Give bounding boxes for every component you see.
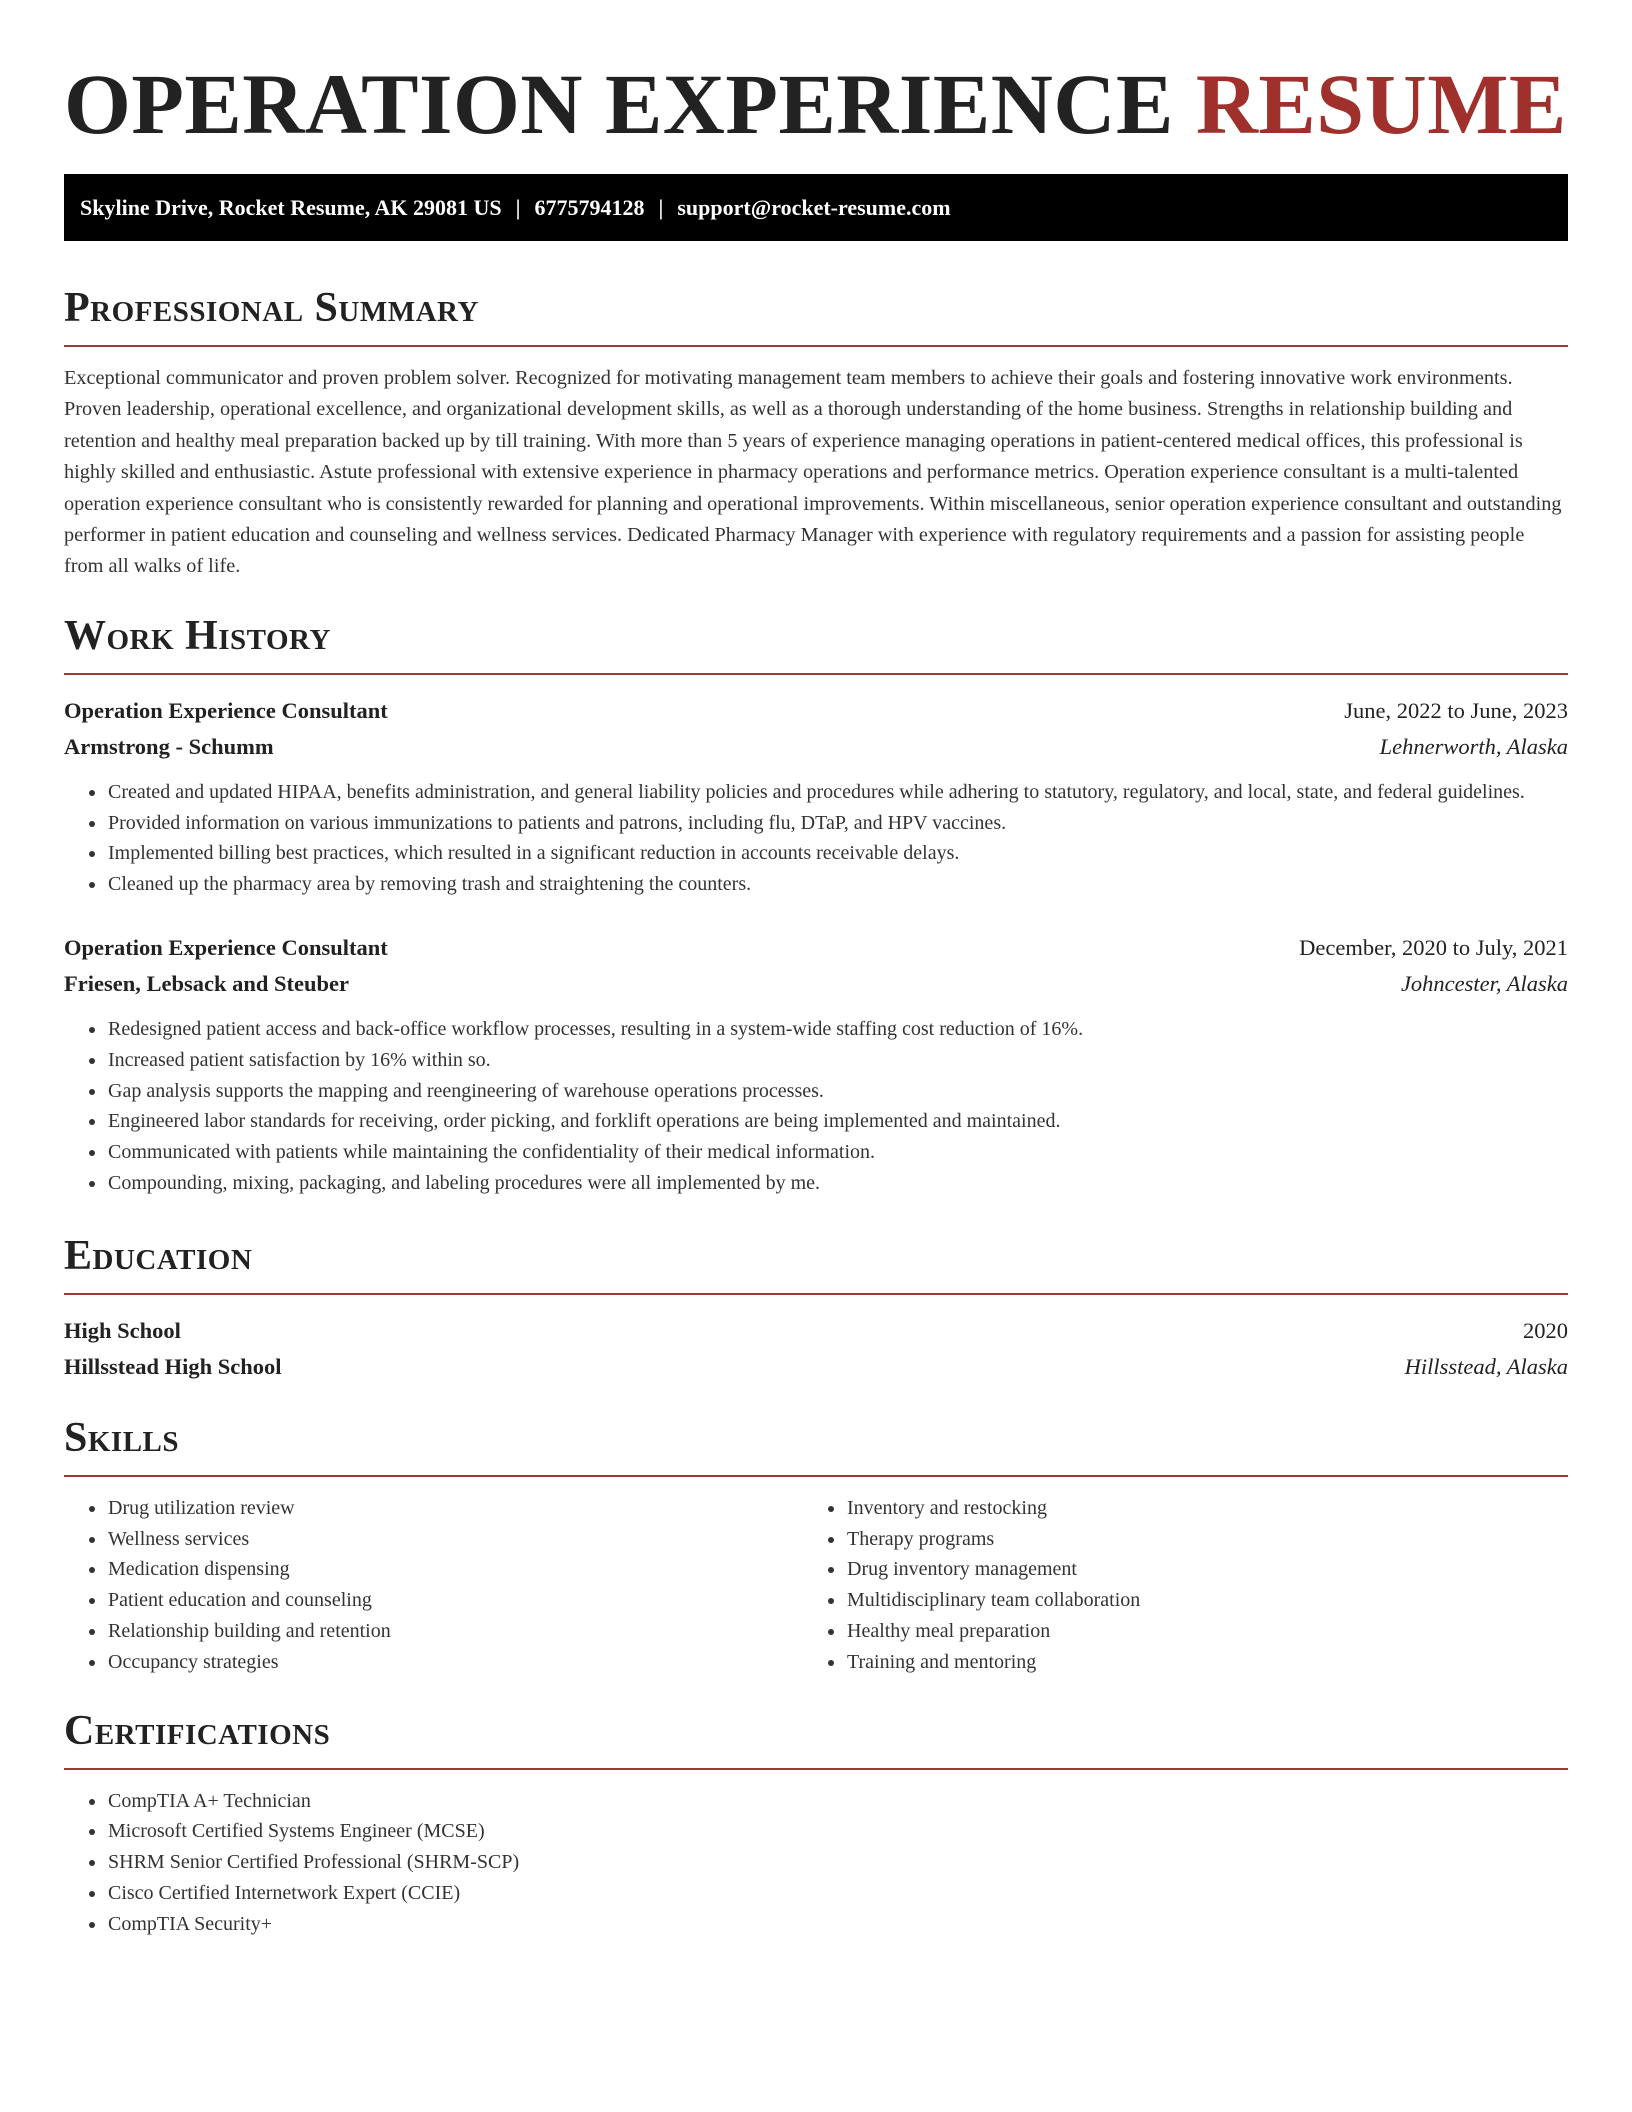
education-entry	[64, 1313, 1568, 1385]
skill-item: • Training and mentoring	[846, 1647, 1542, 1678]
contact-bar	[64, 174, 1568, 241]
job-bullet: • Communicated with patients while maintaining the confidentiality of their medical information.	[107, 1137, 1568, 1168]
skill-item: • Inventory and restocking	[846, 1493, 1542, 1524]
job-title: Operation Experience Consultant	[64, 697, 388, 723]
certification-item: • Microsoft Certified Systems Engineer (MCSE)	[107, 1816, 1568, 1847]
job-title-row	[64, 930, 1568, 966]
job-company-row	[64, 729, 1568, 765]
skills-heading: Skills	[64, 1415, 1568, 1477]
skill-item: • Wellness services	[107, 1524, 803, 1555]
certification-item: • CompTIA Security+	[107, 1909, 1568, 1940]
skill-item: • Multidisciplinary team collaboration	[846, 1585, 1542, 1616]
job-company-row	[64, 966, 1568, 1002]
job-bullet: • Compounding, mixing, packaging, and labeling procedures were all implemented by me.	[107, 1168, 1568, 1199]
contact-phone: 6775794128	[534, 195, 645, 220]
contact-address: Skyline Drive, Rocket Resume, AK 29081 US	[80, 195, 502, 220]
job-bullet: • Implemented billing best practices, which resulted in a significant reduction in accounts receivable delays.	[107, 838, 1568, 869]
summary-heading: Professional Summary	[64, 285, 1568, 347]
education-heading: Education	[64, 1233, 1568, 1295]
job-bullet: • Created and updated HIPAA, benefits administration, and general liability policies and procedures while adhering to statutory, regulatory, and local, state, and federal guidelines.	[107, 777, 1568, 808]
education-location: Hillsstead, Alaska	[1404, 1353, 1568, 1379]
education-school: Hillsstead High School	[64, 1353, 282, 1379]
certifications-list	[64, 1786, 1568, 1940]
contact-email: support@rocket-resume.com	[677, 195, 951, 220]
resume-title	[64, 58, 1568, 150]
certification-item: • SHRM Senior Certified Professional (SHRM-SCP)	[107, 1847, 1568, 1878]
work-history-heading: Work History	[64, 613, 1568, 675]
skill-item: • Occupancy strategies	[107, 1647, 803, 1678]
skill-item: • Drug utilization review	[107, 1493, 803, 1524]
job-title-row	[64, 693, 1568, 729]
skills-grid	[64, 1493, 1568, 1678]
resume-title-main: OPERATION EXPERIENCE	[64, 56, 1174, 152]
job-company: Armstrong - Schumm	[64, 733, 274, 759]
skill-item: • Drug inventory management	[846, 1554, 1542, 1585]
job-bullets	[64, 777, 1568, 900]
skills-list-left	[64, 1493, 803, 1678]
job-bullet: • Provided information on various immunizations to patients and patrons, including flu, DTaP, and HPV vaccines.	[107, 808, 1568, 839]
job-bullet: • Redesigned patient access and back-office workflow processes, resulting in a system-wide staffing cost reduction of 16%.	[107, 1014, 1568, 1045]
education-year: 2020	[1523, 1317, 1568, 1343]
job-dates: June, 2022 to June, 2023	[1344, 697, 1568, 723]
certification-item: • CompTIA A+ Technician	[107, 1786, 1568, 1817]
job-bullet: • Gap analysis supports the mapping and reengineering of warehouse operations processes.	[107, 1076, 1568, 1107]
job-bullet: • Engineered labor standards for receiving, order picking, and forklift operations are being implemented and maintained.	[107, 1106, 1568, 1137]
contact-separator: |	[658, 195, 664, 220]
job-company: Friesen, Lebsack and Steuber	[64, 971, 350, 997]
job-title: Operation Experience Consultant	[64, 935, 388, 961]
skill-item: • Relationship building and retention	[107, 1616, 803, 1647]
education-school-row	[64, 1349, 1568, 1385]
job-entry	[64, 930, 1568, 1199]
education-degree-row	[64, 1313, 1568, 1349]
job-dates: December, 2020 to July, 2021	[1299, 935, 1568, 961]
job-entry	[64, 693, 1568, 900]
job-bullet: • Increased patient satisfaction by 16% within so.	[107, 1045, 1568, 1076]
education-degree: High School	[64, 1317, 181, 1343]
resume-title-accent: RESUME	[1195, 56, 1567, 152]
certifications-heading: Certifications	[64, 1708, 1568, 1770]
job-location: Johncester, Alaska	[1400, 971, 1568, 997]
skills-list-right	[803, 1493, 1542, 1678]
skill-item: • Healthy meal preparation	[846, 1616, 1542, 1647]
certification-item: • Cisco Certified Internetwork Expert (CCIE)	[107, 1878, 1568, 1909]
skill-item: • Therapy programs	[846, 1524, 1542, 1555]
skill-item: • Medication dispensing	[107, 1554, 803, 1585]
summary-text: Exceptional communicator and proven problem solver. Recognized for motivating management team members to achieve their goals and fostering innovative work environments. Proven leadership, operational excellence, and organizational development skills, as well as a thorough understanding of the home business. Strengths in relationship building and retention and healthy meal preparation backed up by till training. With more than 5 years of experience managing operations in patient-centered medical offices, this professional is highly skilled and enthusiastic. Astute professional with extensive experience in pharmacy operations and performance metrics. Operation experience consultant is a multi-talented operation experience consultant who is consistently rewarded for planning and operational improvements. Within miscellaneous, senior operation experience consultant and outstanding performer in patient education and counseling and wellness services. Dedicated Pharmacy Manager with experience with regulatory requirements and a passion for assisting people from all walks of life.	[64, 367, 1562, 578]
contact-separator: |	[515, 195, 521, 220]
skill-item: • Patient education and counseling	[107, 1585, 803, 1616]
job-bullets	[64, 1014, 1568, 1199]
job-bullet: • Cleaned up the pharmacy area by removing trash and straightening the counters.	[107, 869, 1568, 900]
job-location: Lehnerworth, Alaska	[1379, 733, 1568, 759]
